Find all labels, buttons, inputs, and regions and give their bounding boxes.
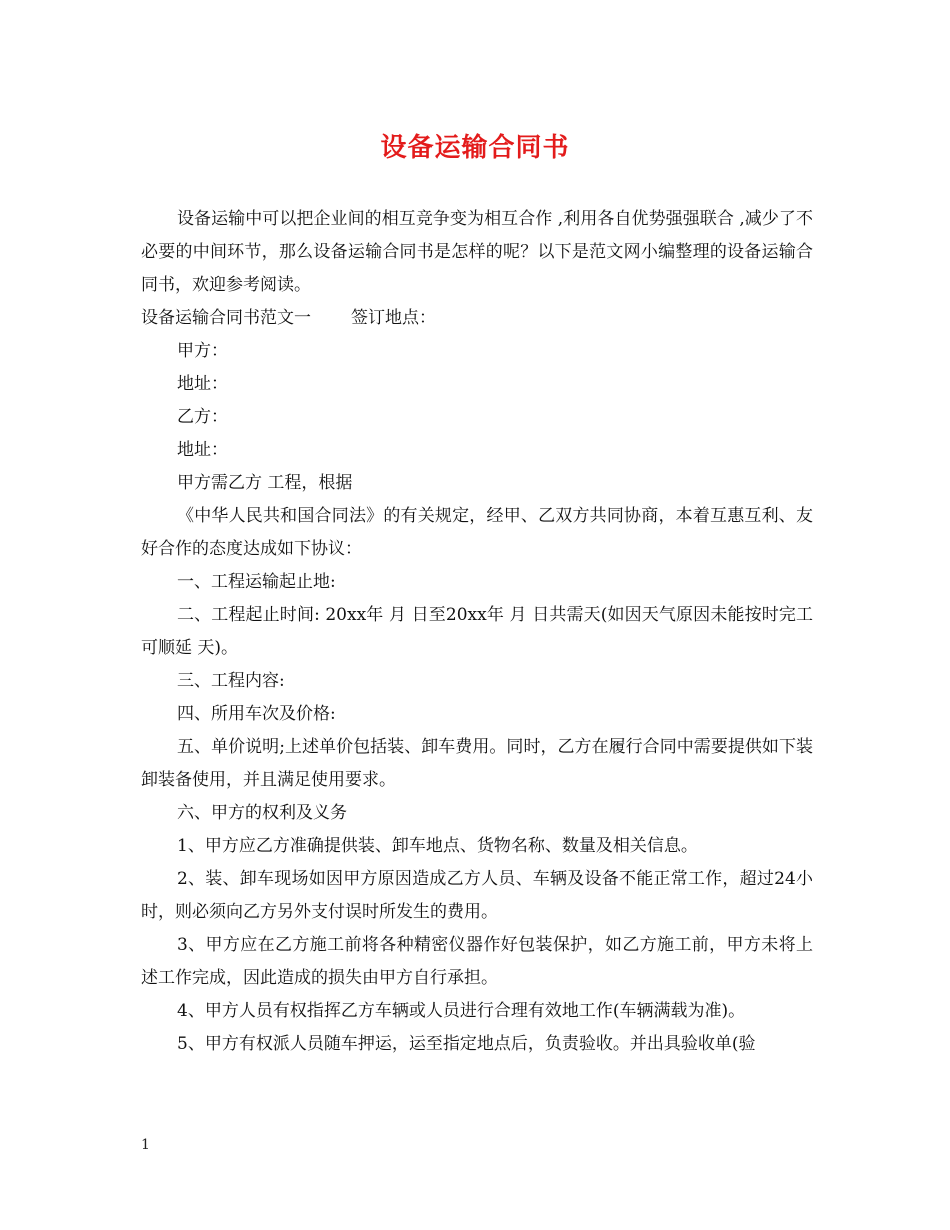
party-b-label: 乙方： xyxy=(177,407,228,427)
document-body xyxy=(141,203,813,1061)
address-a-label: 地址： xyxy=(177,374,228,394)
clause-4: 四、所用车次及价格: xyxy=(177,704,336,724)
address-b-label: 地址： xyxy=(177,440,228,460)
clause-1: 一、工程运输起止地: xyxy=(177,572,336,592)
law-paragraph: 《中华人民共和国合同法》的有关规定，经甲、乙双方共同协商，本着互惠互利、友好合作的态度达成如下协议： xyxy=(141,506,813,559)
item-5: 5、甲方有权派人员随车押运，运至指定地点后，负责验收。并出具验收单(验 xyxy=(177,1034,756,1054)
sign-place-label: 签订地点： xyxy=(351,308,436,328)
sample-heading: 设备运输合同书范文一 xyxy=(141,308,311,328)
item-4: 4、甲方人员有权指挥乙方车辆或人员进行合理有效地工作(车辆满载为准)。 xyxy=(177,1001,746,1021)
item-2: 2、装、卸车现场如因甲方原因造成乙方人员、车辆及设备不能正常工作，超过24小时，则必须向乙方另外支付误时所发生的费用。 xyxy=(141,869,813,922)
clause-2: 二、工程起止时间: 20xx年 月 日至20xx年 月 日共需天(如因天气原因未能按时完工可顺延 天)。 xyxy=(141,605,813,658)
item-1: 1、甲方应乙方准确提供装、卸车地点、货物名称、数量及相关信息。 xyxy=(177,836,698,856)
clause-5: 五、单价说明;上述单价包括装、卸车费用。同时，乙方在履行合同中需要提供如下装卸装备使用，并且满足使用要求。 xyxy=(141,737,813,790)
page-number: 1 xyxy=(141,1137,150,1153)
item-3: 3、甲方应在乙方施工前将各种精密仪器作好包装保护，如乙方施工前，甲方未将上述工作完成，因此造成的损失由甲方自行承担。 xyxy=(141,935,813,988)
intro-paragraph: 设备运输中可以把企业间的相互竞争变为相互合作 ,利用各自优势强强联合 ,减少了不必要的中间环节，那么设备运输合同书是怎样的呢？以下是范文网小编整理的设备运输合同书，欢迎参考阅读。 xyxy=(141,209,813,295)
clause-3: 三、工程内容: xyxy=(177,671,285,691)
party-a-label: 甲方： xyxy=(177,341,228,361)
document-title: 设备运输合同书 xyxy=(380,133,570,163)
sample-heading-line xyxy=(141,302,813,335)
basis-line: 甲方需乙方 工程，根据 xyxy=(177,473,353,493)
clause-6: 六、甲方的权利及义务 xyxy=(177,803,347,823)
